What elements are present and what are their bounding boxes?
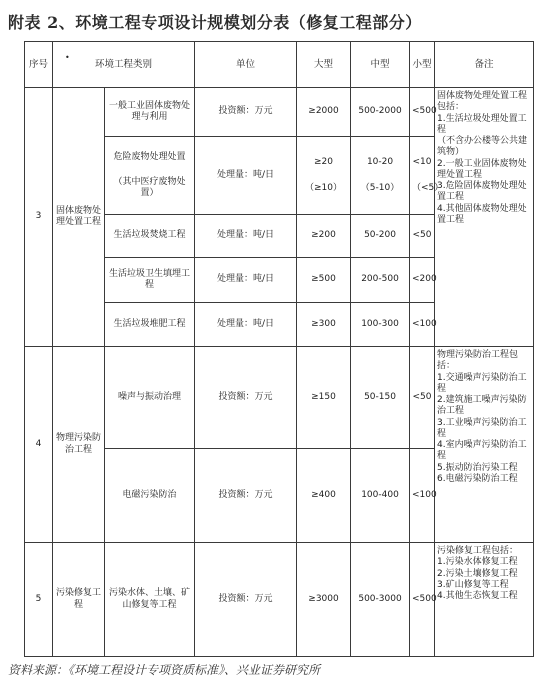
header-cell-no: 序号 [25, 42, 53, 88]
subcategory-cell: 生活垃圾堆肥工程 [105, 303, 195, 347]
note-line: 4.室内噪声污染防治工程 [437, 440, 527, 462]
subcategory-cell: 生活垃圾焚烧工程 [105, 215, 195, 258]
small-value [410, 137, 444, 215]
scan-dot: • [65, 53, 70, 62]
value-sub: （5-10） [360, 182, 400, 193]
value-main: ≥20 [314, 157, 334, 168]
medium-value: 100-300 [351, 303, 410, 347]
header-cell-large: 大型 [297, 42, 351, 88]
scale-table [24, 41, 534, 657]
unit-cell: 投资额：万元 [195, 543, 297, 657]
note-line: 4.其他固体废物处理处置工程 [437, 203, 527, 225]
note-line: 2.污染土壤修复工程 [437, 568, 518, 579]
medium-value: 50-150 [351, 347, 410, 449]
large-value: ≥2000 [297, 88, 351, 137]
table-row [25, 543, 534, 657]
large-value: ≥400 [297, 449, 351, 543]
unit-cell: 处理量：吨/日 [195, 137, 297, 215]
unit-cell: 投资额：万元 [195, 88, 297, 137]
medium-value: 200-500 [351, 258, 410, 303]
note-line: 5.振动防治污染工程 [437, 462, 518, 473]
note-line: 3.危险固体废物处理处置工程 [437, 181, 527, 203]
small-value: <500 [410, 88, 435, 137]
note-line: 1.交通噪声污染防治工程 [437, 372, 527, 394]
row-number: 5 [25, 543, 53, 657]
small-value: <100 [410, 449, 435, 543]
medium-value: 500-3000 [351, 543, 410, 657]
note-cell [435, 543, 534, 657]
note-line: 3.矿山修复等工程 [437, 579, 509, 590]
large-value: ≥300 [297, 303, 351, 347]
large-value: ≥500 [297, 258, 351, 303]
subcategory-sub: （其中医疗废物处置） [113, 176, 186, 199]
header-cell-note: 备注 [435, 42, 534, 88]
table-row [25, 88, 534, 137]
note-line: 2.一般工业固体废物处理处置工程 [437, 158, 527, 180]
header-cell-category: 环境工程类别 [53, 42, 195, 88]
header-cell-small: 小型 [410, 42, 435, 88]
small-value: <100 [410, 303, 435, 347]
subcategory-cell: 电磁污染防治 [105, 449, 195, 543]
table-row [25, 347, 534, 449]
note-line: 2.建筑施工噪声污染防治工程 [437, 395, 527, 417]
large-value: ≥150 [297, 347, 351, 449]
category-cell: 污染修复工程 [53, 543, 105, 657]
row-number: 4 [25, 347, 53, 543]
subcategory-cell: 生活垃圾卫生填埋工程 [105, 258, 195, 303]
note-line: （不含办公楼等公共建筑物） [437, 136, 528, 158]
note-line: 4.其他生态恢复工程 [437, 591, 518, 601]
medium-value: 50-200 [351, 215, 410, 258]
large-value: ≥3000 [297, 543, 351, 657]
header-row [25, 42, 534, 88]
value-main: 10-20 [366, 157, 394, 168]
unit-cell: 处理量：吨/日 [195, 303, 297, 347]
subcategory-cell: 污染水体、土壤、矿山修复等工程 [105, 543, 195, 657]
value-sub: （<5） [412, 182, 444, 193]
note-line: 固体废物处理处置工程包括： [437, 91, 528, 113]
subcategory-main: 危险废物处理处置 [113, 151, 186, 162]
page-title: 附表 2、环境工程专项设计规模划分表（修复工程部分） [8, 13, 422, 32]
large-value [297, 137, 351, 215]
category-cell: 固体废物处理处置工程 [53, 88, 105, 347]
subcategory-cell [105, 137, 195, 215]
unit-cell: 投资额：万元 [195, 347, 297, 449]
value-main: <10 [412, 157, 432, 168]
source-footnote: 资料来源：《环境工程设计专项资质标准》、兴业证券研究所 [8, 663, 321, 677]
large-value: ≥200 [297, 215, 351, 258]
note-line: 1.生活垃圾处理处置工程 [437, 113, 527, 135]
subcategory-cell: 一般工业固体废物处理与利用 [105, 88, 195, 137]
note-line: 1.污染水体修复工程 [437, 557, 518, 568]
note-line: 物理污染防治工程包括： [437, 350, 519, 372]
note-line: 6.电磁污染防治工程 [437, 473, 518, 484]
category-cell: 物理污染防治工程 [53, 347, 105, 543]
unit-cell: 处理量：吨/日 [195, 215, 297, 258]
header-cell-unit: 单位 [195, 42, 297, 88]
note-cell [435, 88, 534, 347]
small-value: <50 [410, 215, 435, 258]
unit-cell: 处理量：吨/日 [195, 258, 297, 303]
value-sub: （≥10） [305, 182, 343, 193]
medium-value: 100-400 [351, 449, 410, 543]
small-value: <200 [410, 258, 435, 303]
unit-cell: 投资额：万元 [195, 449, 297, 543]
medium-value [351, 137, 410, 215]
header-cell-medium: 中型 [351, 42, 410, 88]
small-value: <50 [410, 347, 435, 449]
scale-table-container [24, 41, 533, 655]
medium-value: 500-2000 [351, 88, 410, 137]
note-line: 污染修复工程包括： [437, 546, 519, 556]
row-number: 3 [25, 88, 53, 347]
note-cell [435, 347, 534, 543]
subcategory-cell: 噪声与振动治理 [105, 347, 195, 449]
small-value: <500 [410, 543, 435, 657]
note-line: 3.工业噪声污染防治工程 [437, 417, 527, 439]
